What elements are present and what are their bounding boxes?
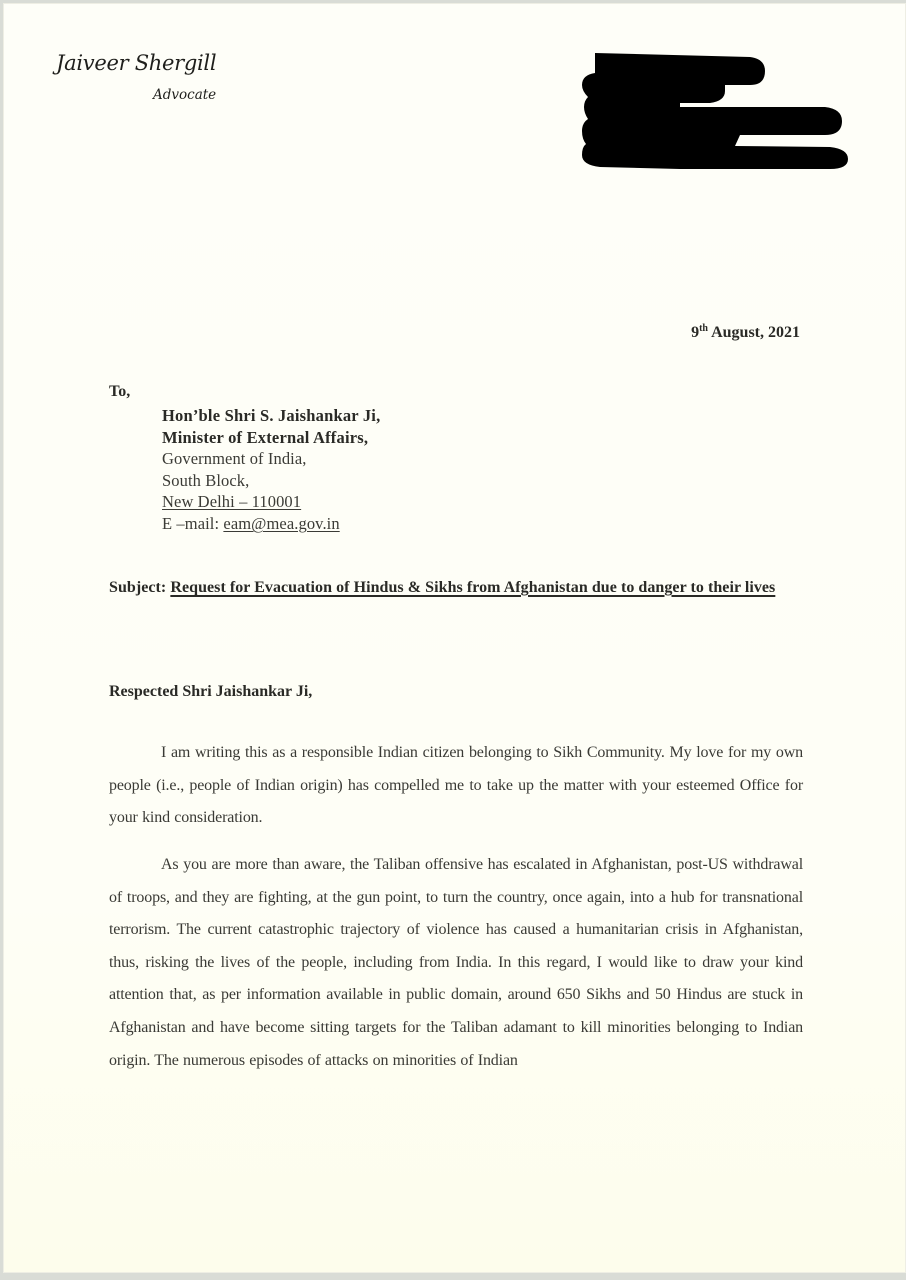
- salutation: Respected Shri Jaishankar Ji,: [109, 683, 313, 700]
- subject-line: [109, 576, 804, 600]
- date-day-suffix: th: [699, 323, 708, 334]
- recipient-address: [162, 405, 380, 534]
- letterhead-title: Advocate: [153, 87, 217, 103]
- redacted-address-block: [580, 51, 852, 169]
- recipient-organization: Government of India,: [162, 449, 307, 468]
- subject-label: Subject:: [109, 579, 167, 596]
- recipient-building: South Block,: [162, 470, 250, 490]
- date-day: 9: [691, 324, 700, 341]
- recipient-designation: Minister of External Affairs,: [162, 427, 369, 447]
- body-paragraph: As you are more than aware, the Taliban offensive has escalated in Afghanistan, post-US withdrawal of troops, and they are fighting, at the gun point, to turn the country, once again, into a hub for transnational terrorism. The current catastrophic trajectory of violence has caused a humanitarian crisis in Afghanistan, thus, risking the lives of the people, including from India. In this regard, I would like to draw your kind attention that, as per information available in public domain, around 650 Sikhs and 50 Hindus are stuck in Afghanistan and have become sitting targets for the Taliban adamant to kill minorities belonging to Indian origin. The numerous episodes of attacks on minorities of Indian: [109, 856, 803, 1069]
- redaction-marker-strokes: [582, 53, 848, 169]
- letter-date: [691, 324, 800, 342]
- body-paragraph: I am writing this as a responsible Indian citizen belonging to Sikh Community. My love for my own people (i.e., people of Indian origin) has compelled me to take up the matter with your esteemed Office for your kind consideration.: [109, 744, 803, 827]
- recipient-name: Hon’ble Shri S. Jaishankar Ji,: [162, 406, 381, 425]
- date-rest: August, 2021: [707, 324, 800, 341]
- recipient-email-line: [162, 513, 380, 535]
- subject-text: Request for Evacuation of Hindus & Sikhs from Afghanistan due to danger to their lives: [170, 579, 776, 596]
- to-label: To,: [109, 383, 131, 400]
- letter-page: [3, 3, 906, 1273]
- email-label: E –mail:: [162, 513, 224, 533]
- letterhead-name: Jaiveer Shergill: [56, 51, 217, 75]
- recipient-city-pincode: New Delhi – 110001: [162, 492, 302, 511]
- recipient-email-link[interactable]: eam@mea.gov.in: [223, 513, 340, 533]
